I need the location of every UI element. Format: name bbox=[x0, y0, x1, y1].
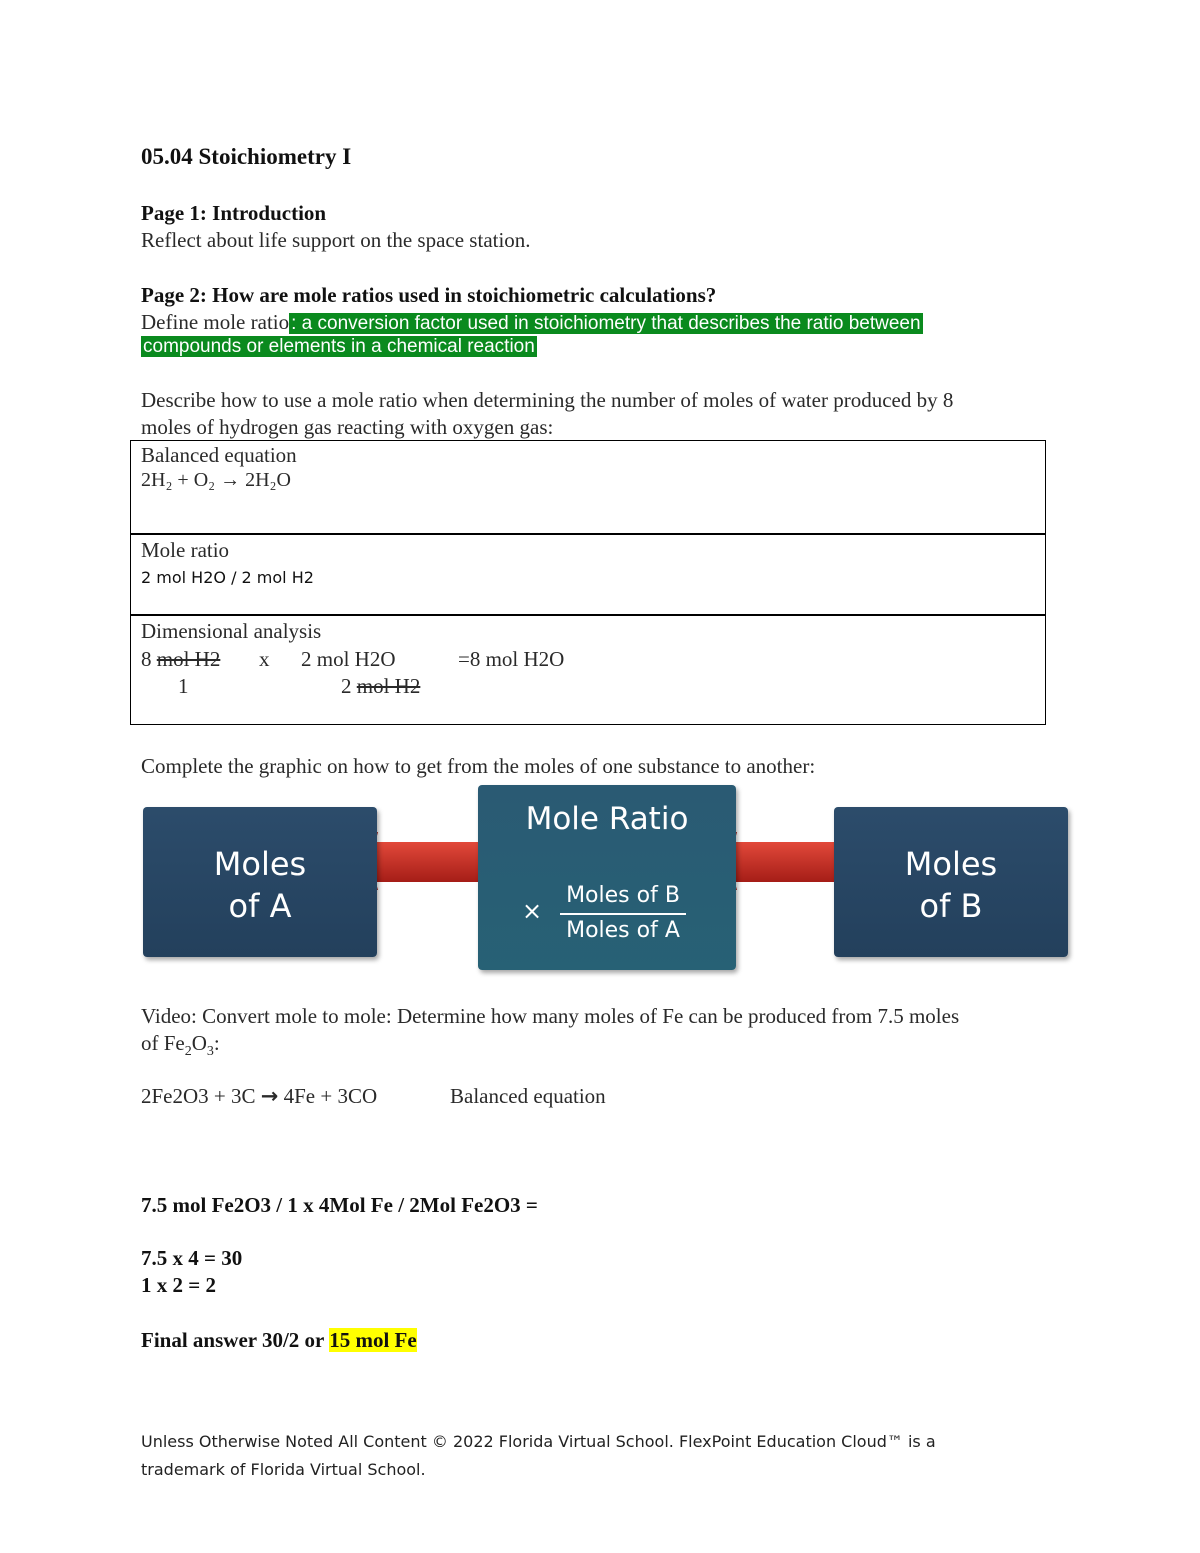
moles-of-b-line1: Moles bbox=[904, 845, 998, 883]
mole-ratio-title: Mole Ratio bbox=[525, 801, 689, 837]
moles-of-a-line1: Moles bbox=[213, 845, 307, 883]
ratio-denominator: Moles of A bbox=[566, 918, 680, 943]
define-line-2 bbox=[141, 336, 537, 358]
work-line-1: 7.5 mol Fe2O3 / 1 x 4Mol Fe / 2Mol Fe2O3 = bbox=[141, 1193, 538, 1217]
define-label: Define mole ratio bbox=[141, 310, 290, 334]
equation-label: Balanced equation bbox=[450, 1084, 606, 1108]
graphic-intro: Complete the graphic on how to get from the moles of one substance to another: bbox=[141, 754, 816, 778]
define-answer-1: : a conversion factor used in stoichiometry that describes the ratio between bbox=[291, 313, 921, 334]
define-answer-2: compounds or elements in a chemical reaction bbox=[143, 336, 535, 357]
document-title: 05.04 Stoichiometry I bbox=[141, 144, 352, 169]
moles-of-b-box bbox=[834, 807, 1068, 957]
dim-result: =8 mol H2O bbox=[458, 647, 565, 671]
dim-times: x bbox=[259, 647, 270, 671]
moles-of-b-line2: of B bbox=[919, 887, 983, 925]
mole-ratio-box bbox=[478, 785, 736, 970]
arrow-icon: → bbox=[260, 1084, 279, 1108]
page1-heading: Page 1: Introduction bbox=[141, 201, 327, 225]
multiply-icon: × bbox=[522, 897, 543, 925]
dim-cancel-b: mol H2 bbox=[356, 674, 421, 698]
page2-heading: Page 2: How are mole ratios used in stoichiometric calculations? bbox=[141, 283, 717, 307]
define-line bbox=[141, 310, 923, 335]
dim-numerator-a: 8 mol H2 bbox=[141, 647, 221, 671]
footer-line-2: trademark of Florida Virtual School. bbox=[141, 1460, 426, 1479]
video-line-1: Video: Convert mole to mole: Determine how many moles of Fe can be produced from 7.5 moles bbox=[141, 1004, 960, 1028]
balanced-equation-cell bbox=[130, 440, 1046, 535]
dim-label: Dimensional analysis bbox=[141, 619, 322, 643]
mole-ratio-label: Mole ratio bbox=[141, 538, 230, 562]
ratio-numerator: Moles of B bbox=[566, 883, 680, 908]
dim-numerator-b: 2 mol H2O bbox=[301, 647, 396, 671]
dim-denominator-a: 1 bbox=[178, 674, 189, 698]
fraction-bar bbox=[560, 913, 686, 915]
describe-line-1: Describe how to use a mole ratio when determining the number of moles of water produced by 8 bbox=[141, 388, 954, 412]
dimensional-analysis-cell bbox=[130, 614, 1046, 725]
fe-equation: 2Fe2O3 + 3C → 4Fe + 3CO bbox=[141, 1084, 378, 1108]
mole-ratio-value: 2 mol H2O / 2 mol H2 bbox=[141, 568, 314, 587]
work-line-2: 7.5 x 4 = 30 bbox=[141, 1246, 243, 1270]
final-answer-line: Final answer 30/2 or 15 mol Fe bbox=[141, 1328, 417, 1352]
balanced-label: Balanced equation bbox=[141, 443, 297, 467]
dim-cancel-a: mol H2 bbox=[156, 647, 221, 671]
footer-line-1: Unless Otherwise Noted All Content © 2022 Florida Virtual School. FlexPoint Education Cloud™ is a bbox=[141, 1432, 936, 1451]
page1-text: Reflect about life support on the space station. bbox=[141, 228, 531, 252]
final-answer: 15 mol Fe bbox=[329, 1328, 417, 1352]
dim-denominator-b: 2 mol H2 bbox=[341, 674, 421, 698]
moles-of-a-line2: of A bbox=[228, 887, 292, 925]
balanced-equation: 2H₂ + O₂ → 2H₂O bbox=[141, 469, 291, 491]
video-line-2: of $Fe_2O_3$: bbox=[141, 1031, 220, 1060]
moles-of-a-box bbox=[143, 807, 377, 957]
describe-line-2: moles of hydrogen gas reacting with oxygen gas: bbox=[141, 415, 554, 439]
mole-ratio-cell bbox=[130, 533, 1046, 616]
work-line-3: 1 x 2 = 2 bbox=[141, 1273, 216, 1297]
